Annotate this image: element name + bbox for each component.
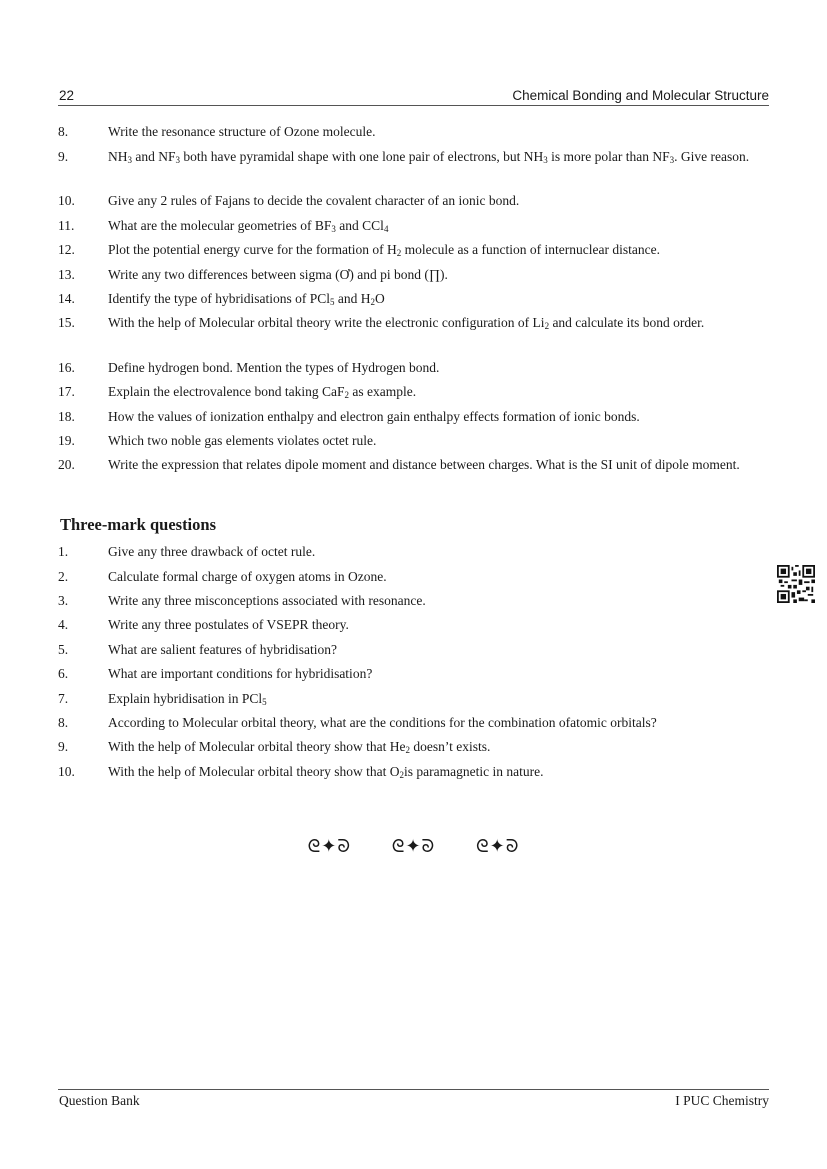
text-run: Which two noble gas elements violates octet rule. [108, 433, 377, 448]
question-number: 3. [58, 593, 69, 608]
text-run: Write the expression that relates dipole moment and distance between charges. What is the SI unit of dipole moment. [108, 457, 740, 472]
question-text [108, 688, 769, 709]
question-item [58, 736, 769, 757]
text-run: Identify the type of hybridisations of PCl [108, 291, 330, 306]
text-run: and calculate its bond order. [549, 315, 705, 330]
question-item [58, 761, 769, 782]
page-number: 22 [59, 88, 75, 103]
text-run: and CCl [335, 218, 384, 233]
text-run: How the values of ionization enthalpy and electron gain enthalpy effects formation of ionic bonds. [108, 409, 640, 424]
question-number: 7. [58, 691, 69, 706]
text-run: . Give reason. [674, 149, 750, 164]
subscript: 5 [329, 297, 335, 307]
question-text [108, 288, 769, 309]
text-run: Write any two differences between sigma (Ơ) and pi bond (∏). [108, 267, 448, 282]
text-run: and NF [132, 149, 176, 164]
text-run: doesn’t exists. [410, 739, 491, 754]
text-run: With the help of Molecular orbital theory show that O [108, 764, 400, 779]
question-item [58, 688, 769, 709]
question-number: 12. [58, 242, 75, 257]
question-item [58, 146, 769, 167]
ornament-glyph: ᘓ✦ᘐ [475, 836, 520, 857]
question-text [108, 639, 769, 660]
question-text [108, 146, 769, 167]
question-number: 4. [58, 617, 69, 632]
question-number: 9. [58, 149, 69, 164]
question-number: 13. [58, 267, 75, 282]
text-run: Calculate formal charge of oxygen atoms in Ozone. [108, 569, 387, 584]
text-run: molecule as a function of internuclear distance. [401, 242, 660, 257]
subscript: 2 [344, 390, 350, 400]
text-run: Give any 2 rules of Fajans to decide the covalent character of an ionic bond. [108, 193, 520, 208]
question-number: 19. [58, 433, 75, 448]
ornament-divider [0, 836, 827, 857]
question-item [58, 663, 769, 684]
ornament-glyph: ᘓ✦ᘐ [307, 836, 352, 857]
text-run: is more polar than NF [547, 149, 670, 164]
page-footer [58, 1089, 769, 1108]
question-item [58, 190, 769, 211]
qr-code-icon [777, 565, 815, 603]
question-item [58, 121, 769, 142]
question-number: 11. [58, 218, 75, 233]
footer-right: I PUC Chemistry [675, 1093, 769, 1108]
subscript: 3 [669, 155, 675, 165]
subscript: 2 [396, 248, 402, 258]
question-text [108, 239, 769, 260]
question-number: 6. [58, 666, 69, 681]
text-run: and H [334, 291, 371, 306]
question-number: 8. [58, 124, 69, 139]
subscript: 3 [127, 155, 132, 165]
ornament-glyph: ᘓ✦ᘐ [391, 836, 436, 857]
question-text [108, 312, 769, 333]
question-number: 8. [58, 715, 69, 730]
text-run: Explain the electrovalence bond taking CaF [108, 384, 345, 399]
question-item [58, 288, 769, 309]
question-text [108, 663, 769, 684]
question-number: 10. [58, 764, 75, 779]
question-text [108, 566, 769, 587]
question-text [108, 590, 769, 611]
subscript: 2 [370, 297, 375, 307]
question-item [58, 357, 769, 378]
question-item [58, 264, 769, 285]
question-text [108, 190, 769, 211]
text-run: NH [108, 149, 128, 164]
page-header [58, 87, 769, 106]
question-text [108, 712, 769, 733]
text-run: Define hydrogen bond. Mention the types of Hydrogen bond. [108, 360, 440, 375]
footer-left: Question Bank [59, 1093, 140, 1108]
question-text [108, 761, 769, 782]
text-run: Write any three postulates of VSEPR theory. [108, 617, 349, 632]
question-text [108, 121, 769, 142]
question-item [58, 381, 769, 402]
text-run: as example. [349, 384, 417, 399]
question-text [108, 381, 769, 402]
question-text [108, 614, 769, 635]
question-number: 2. [58, 569, 69, 584]
question-text [108, 357, 769, 378]
text-run: With the help of Molecular orbital theory show that He [108, 739, 406, 754]
question-number: 1. [58, 544, 69, 559]
question-number: 10. [58, 193, 75, 208]
question-number: 9. [58, 739, 69, 754]
question-number: 15. [58, 315, 75, 330]
subscript: 3 [175, 155, 180, 165]
question-item [58, 614, 769, 635]
question-item [58, 430, 769, 451]
question-number: 5. [58, 642, 69, 657]
text-run: What are the molecular geometries of BF [108, 218, 332, 233]
text-run: Write any three misconceptions associated with resonance. [108, 593, 426, 608]
question-item [58, 639, 769, 660]
text-run: Write the resonance structure of Ozone molecule. [108, 124, 376, 139]
question-text [108, 406, 769, 427]
question-item [58, 712, 769, 733]
question-text [108, 215, 769, 236]
section-title: Three-mark questions [60, 515, 216, 534]
subscript: 2 [405, 745, 411, 755]
question-item [58, 239, 769, 260]
question-item [58, 215, 769, 236]
question-text [108, 264, 769, 285]
question-number: 16. [58, 360, 75, 375]
subscript: 4 [383, 224, 389, 234]
question-number: 14. [58, 291, 75, 306]
subscript: 5 [262, 697, 267, 707]
question-text [108, 430, 769, 451]
question-number: 20. [58, 457, 75, 472]
question-text [108, 736, 769, 757]
question-item [58, 312, 769, 333]
question-text [108, 454, 769, 475]
question-item [58, 454, 769, 475]
subscript: 3 [331, 224, 336, 234]
text-run: What are important conditions for hybridisation? [108, 666, 373, 681]
text-run: What are salient features of hybridisation? [108, 642, 338, 657]
subscript: 2 [399, 770, 405, 780]
question-item [58, 541, 769, 562]
question-item [58, 590, 769, 611]
text-run: O [374, 291, 385, 306]
question-number: 17. [58, 384, 75, 399]
text-run: With the help of Molecular orbital theory write the electronic configuration of Li [108, 315, 545, 330]
question-number: 18. [58, 409, 75, 424]
question-text [108, 541, 769, 562]
chapter-title: Chemical Bonding and Molecular Structure [512, 88, 769, 103]
question-item [58, 406, 769, 427]
text-run: is paramagnetic in nature. [404, 764, 544, 779]
text-run: Explain hybridisation in PCl [108, 691, 263, 706]
subscript: 3 [543, 155, 548, 165]
question-item [58, 566, 769, 587]
subscript: 2 [544, 321, 550, 331]
text-run: Plot the potential energy curve for the formation of H [108, 242, 397, 257]
text-run: According to Molecular orbital theory, what are the conditions for the combination ofatomic orbitals? [108, 715, 657, 730]
text-run: both have pyramidal shape with one lone pair of electrons, but NH [180, 149, 544, 164]
text-run: Give any three drawback of octet rule. [108, 544, 316, 559]
